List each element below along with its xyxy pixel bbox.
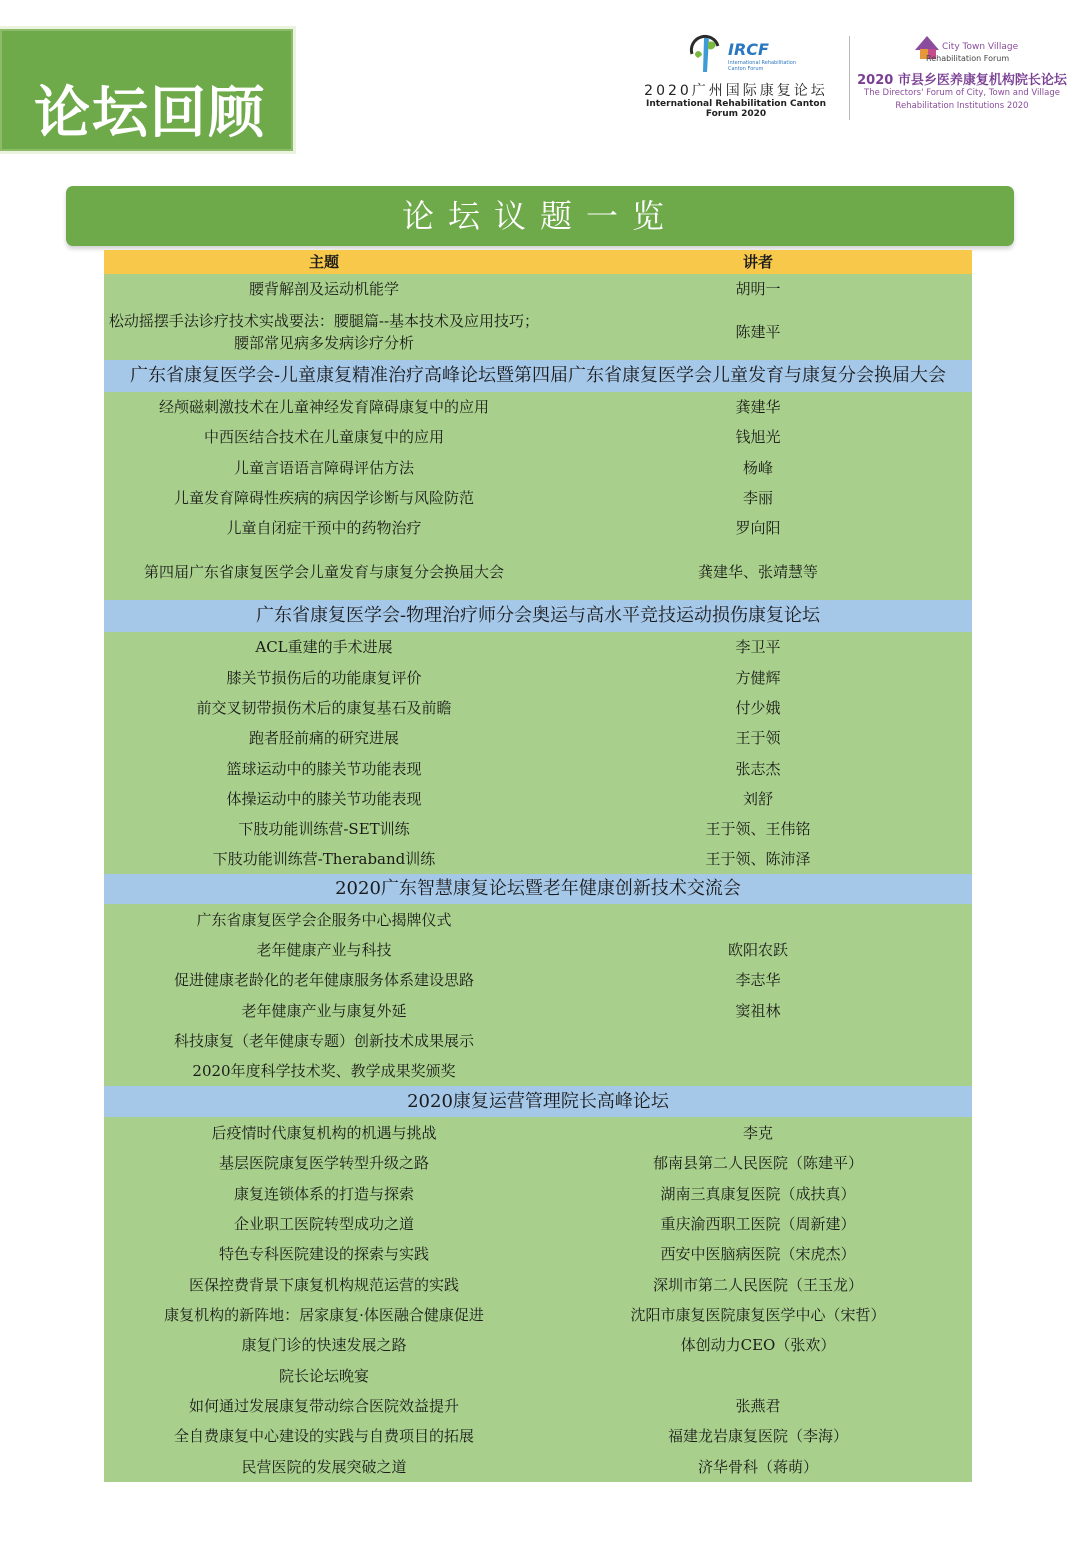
ircf-subtitle-line1: International Rehabilitation bbox=[728, 60, 797, 66]
row-topic: 康复机构的新阵地：居家康复·体医融合健康促进 bbox=[164, 1306, 484, 1324]
table-row bbox=[104, 1451, 972, 1482]
row-speaker: 李丽 bbox=[742, 489, 773, 507]
table-row bbox=[104, 1360, 972, 1391]
table-row bbox=[104, 723, 972, 753]
ircf-logo bbox=[632, 28, 842, 118]
badge-title: 论坛回顾 bbox=[34, 81, 266, 146]
row-topic: 腰背解剖及运动机能学 bbox=[248, 280, 399, 298]
row-speaker bbox=[544, 1026, 972, 1056]
row-speaker bbox=[544, 1056, 972, 1086]
row-topic: 第四届广东省康复医学会儿童发育与康复分会换届大会 bbox=[143, 562, 504, 581]
agenda-title: 论坛议题一览 bbox=[401, 197, 678, 235]
table-row bbox=[104, 1178, 972, 1209]
row-speaker: 欧阳农跃 bbox=[727, 941, 788, 959]
table-row bbox=[104, 483, 972, 513]
row-speaker: 付少娥 bbox=[735, 699, 781, 717]
table-row bbox=[104, 1269, 972, 1300]
row-topic: 儿童发育障碍性疾病的病因学诊断与风险防范 bbox=[173, 489, 474, 507]
table-row bbox=[104, 1148, 972, 1178]
row-speaker bbox=[544, 1360, 972, 1391]
row-speaker: 胡明一 bbox=[735, 280, 781, 298]
table-row bbox=[104, 844, 972, 874]
row-topic: 跑者胫前痛的研究进展 bbox=[248, 729, 399, 747]
row-speaker: 济华骨科（蒋萌） bbox=[697, 1457, 818, 1476]
row-topic: 如何通过发展康复带动综合医院效益提升 bbox=[188, 1397, 459, 1415]
table-header-row bbox=[104, 250, 972, 274]
row-speaker: 深圳市第二人民医院（王玉龙） bbox=[652, 1275, 863, 1294]
row-topic: 2020年度科学技术奖、教学成果奖颁奖 bbox=[192, 1062, 456, 1080]
table-row bbox=[104, 814, 972, 844]
section-heading: 2020康复运营管理院长高峰论坛 bbox=[104, 1086, 972, 1117]
table-row bbox=[104, 513, 972, 543]
row-speaker: 王于领 bbox=[735, 729, 781, 747]
row-speaker: 王于领、陈沛泽 bbox=[705, 850, 811, 868]
row-speaker: 龚建华、张靖慧等 bbox=[697, 562, 818, 581]
row-topic: 膝关节损伤后的功能康复评价 bbox=[226, 668, 422, 687]
ctv-logo bbox=[856, 28, 1068, 118]
row-speaker: 刘舒 bbox=[742, 790, 773, 808]
row-topic: 下肢功能训练营-SET训练 bbox=[238, 820, 410, 838]
row-speaker: 龚建华 bbox=[735, 398, 781, 416]
agenda-table bbox=[104, 250, 972, 1482]
table-row bbox=[104, 693, 972, 723]
directors-forum-cn: 2020 市县乡医养康复机构院长论坛 bbox=[857, 73, 1067, 88]
table-row bbox=[104, 274, 972, 304]
table-row bbox=[104, 632, 972, 662]
row-topic: 促进健康老龄化的老年健康服务体系建设思路 bbox=[173, 971, 474, 989]
table-row bbox=[104, 995, 972, 1026]
row-topic: 前交叉韧带损伤术后的康复基石及前瞻 bbox=[196, 699, 452, 717]
section-badge bbox=[0, 26, 296, 154]
header-topic: 主题 bbox=[308, 253, 339, 271]
table-row bbox=[104, 1330, 972, 1360]
table-row bbox=[104, 1239, 972, 1269]
row-topic: 医保控费背景下康复机构规范运营的实践 bbox=[188, 1275, 459, 1294]
row-speaker: 方健辉 bbox=[735, 668, 781, 687]
row-topic: 儿童言语语言障碍评估方法 bbox=[233, 458, 414, 477]
section-heading: 广东省康复医学会-物理治疗师分会奥运与高水平竞技运动损伤康复论坛 bbox=[104, 600, 972, 632]
row-topic: 全自费康复中心建设的实践与自费项目的拓展 bbox=[173, 1427, 474, 1445]
row-speaker: 重庆渝西职工医院（周新建） bbox=[660, 1215, 856, 1233]
ircf-subtitle-line2: Canton Forum bbox=[728, 66, 764, 72]
row-speaker: 体创动力CEO（张欢） bbox=[680, 1336, 836, 1354]
table-row bbox=[104, 1209, 972, 1239]
row-topic: 基层医院康复医学转型升级之路 bbox=[218, 1154, 429, 1172]
table-row bbox=[104, 753, 972, 784]
section-heading: 2020广东智慧康复论坛暨老年健康创新技术交流会 bbox=[104, 874, 972, 904]
agenda-title-bar bbox=[66, 186, 1014, 246]
row-speaker bbox=[544, 904, 972, 935]
row-speaker: 张志杰 bbox=[735, 759, 781, 778]
row-topic: 企业职工医院转型成功之道 bbox=[233, 1215, 414, 1233]
table-row bbox=[104, 422, 972, 452]
row-topic: 下肢功能训练营-Theraband训练 bbox=[212, 850, 436, 868]
table-row bbox=[104, 1026, 972, 1056]
row-speaker: 沈阳市康复医院康复医学中心（宋哲） bbox=[630, 1306, 886, 1324]
table-row bbox=[104, 662, 972, 693]
row-topic: 康复连锁体系的打造与探索 bbox=[233, 1184, 414, 1203]
row-speaker: 李志华 bbox=[735, 971, 781, 989]
row-topic: 儿童自闭症干预中的药物治疗 bbox=[226, 519, 422, 537]
table-row bbox=[104, 392, 972, 422]
canton-forum-cn: 2020广州国际康复论坛 bbox=[644, 83, 828, 99]
table-row bbox=[104, 452, 972, 483]
ctv-title: City Town Village bbox=[942, 42, 1019, 52]
ircf-emblem-icon bbox=[684, 32, 726, 76]
row-speaker: 杨峰 bbox=[742, 458, 773, 477]
header-speaker: 讲者 bbox=[742, 253, 773, 271]
table-row bbox=[104, 904, 972, 935]
row-topic: 院长论坛晚宴 bbox=[278, 1366, 369, 1385]
row-topic: 老年健康产业与康复外延 bbox=[241, 1001, 407, 1020]
logo-divider bbox=[849, 36, 850, 120]
row-topic: 中西医结合技术在儿童康复中的应用 bbox=[203, 428, 444, 446]
table-row bbox=[104, 1117, 972, 1148]
table-row bbox=[104, 965, 972, 995]
ctv-subtitle: Rehabilitation Forum bbox=[926, 54, 1010, 63]
row-speaker: 福建龙岩康复医院（李海） bbox=[667, 1427, 848, 1445]
directors-forum-en-line1: The Directors' Forum of City, Town and Village bbox=[864, 88, 1060, 98]
row-speaker: 李克 bbox=[742, 1123, 773, 1142]
table-row bbox=[104, 1300, 972, 1330]
row-speaker: 窦祖林 bbox=[735, 1001, 781, 1020]
row-speaker: 张燕君 bbox=[735, 1397, 781, 1415]
table-row bbox=[104, 1056, 972, 1086]
table-row bbox=[104, 304, 972, 360]
row-speaker: 罗向阳 bbox=[735, 519, 781, 537]
row-topic: 后疫情时代康复机构的机遇与挑战 bbox=[211, 1123, 437, 1142]
row-speaker: 陈建平 bbox=[735, 323, 781, 341]
table-row bbox=[104, 784, 972, 814]
row-topic: 松动摇摆手法诊疗技术实战要法：腰腿篇--基本技术及应用技巧；腰部常见病多发病诊疗分析 bbox=[108, 312, 540, 352]
table-row bbox=[104, 935, 972, 965]
row-topic: 民营医院的发展突破之道 bbox=[241, 1457, 407, 1476]
row-topic: 特色专科医院建设的探索与实践 bbox=[218, 1245, 429, 1263]
canton-forum-en: International Rehabilitation Canton Forum 2020 bbox=[645, 99, 827, 119]
row-speaker: 王于领、王伟铭 bbox=[705, 820, 811, 838]
table-row bbox=[104, 1391, 972, 1421]
row-speaker: 湖南三真康复医院（成扶真） bbox=[660, 1184, 856, 1203]
row-speaker: 钱旭光 bbox=[735, 428, 781, 446]
row-topic: 篮球运动中的膝关节功能表现 bbox=[226, 759, 422, 778]
table-row bbox=[104, 543, 972, 600]
row-speaker: 郁南县第二人民医院（陈建平） bbox=[652, 1154, 863, 1172]
row-topic: 老年健康产业与科技 bbox=[256, 941, 392, 959]
row-topic: ACL重建的手术进展 bbox=[255, 638, 393, 656]
row-speaker: 西安中医脑病医院（宋虎杰） bbox=[660, 1245, 856, 1263]
section-heading: 广东省康复医学会-儿童康复精准治疗高峰论坛暨第四届广东省康复医学会儿童发育与康复分会换届大会 bbox=[104, 360, 972, 392]
row-topic: 广东省康复医学会企服务中心揭牌仪式 bbox=[196, 910, 452, 929]
row-topic: 经颅磁刺激技术在儿童神经发育障碍康复中的应用 bbox=[158, 398, 489, 416]
row-topic: 康复门诊的快速发展之路 bbox=[241, 1336, 407, 1354]
directors-forum-en-line2: Rehabilitation Institutions 2020 bbox=[895, 101, 1029, 111]
ircf-wordmark: IRCF bbox=[728, 40, 769, 59]
table-row bbox=[104, 1421, 972, 1451]
row-topic: 体操运动中的膝关节功能表现 bbox=[226, 790, 422, 808]
row-speaker: 李卫平 bbox=[735, 638, 781, 656]
row-topic: 科技康复（老年健康专题）创新技术成果展示 bbox=[173, 1032, 474, 1050]
